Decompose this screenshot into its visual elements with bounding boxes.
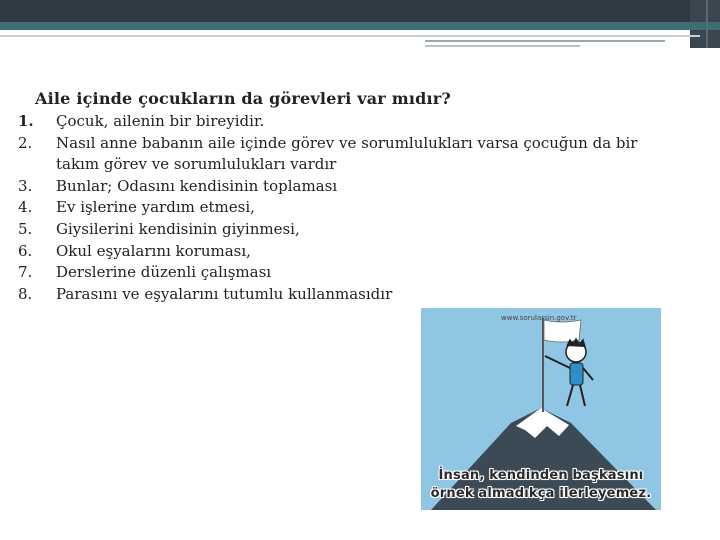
divider-line bbox=[0, 35, 700, 37]
list-number: 7. bbox=[18, 263, 33, 282]
accent-band bbox=[0, 22, 720, 30]
list-number: 8. bbox=[18, 284, 33, 303]
list-number: 5. bbox=[18, 219, 33, 238]
list-text: Giysilerini kendisinin giyinmesi, bbox=[56, 219, 300, 238]
figure-shirt bbox=[570, 363, 583, 385]
list-number: 6. bbox=[18, 241, 33, 260]
illustration bbox=[421, 308, 661, 510]
list-text: Nasıl anne babanın aile içinde görev ve sorumlulukları varsa çocuğun da bir takım görev ve sorumlulukları vardır bbox=[56, 133, 638, 174]
list-item bbox=[12, 111, 672, 133]
vertical-divider bbox=[706, 0, 708, 48]
divider-line bbox=[425, 40, 665, 42]
list-text: Çocuk, ailenin bir bireyidir. bbox=[56, 112, 265, 130]
list-number: 4. bbox=[18, 198, 33, 217]
top-bar bbox=[0, 0, 720, 22]
list-number: 2. bbox=[18, 133, 33, 152]
slide-title: Aile içinde çocukların da görevleri var mıdır? bbox=[35, 89, 451, 108]
image-url-text: www.sorularsin.gov.tr bbox=[501, 314, 577, 322]
duty-list bbox=[12, 111, 672, 305]
divider-line bbox=[425, 45, 580, 47]
list-text: Okul eşyalarını koruması, bbox=[56, 241, 251, 260]
list-number: 1. bbox=[18, 112, 34, 130]
list-item bbox=[12, 241, 672, 263]
list-item bbox=[12, 284, 672, 306]
list-item bbox=[12, 262, 672, 284]
list-number: 3. bbox=[18, 176, 33, 195]
list-item bbox=[12, 197, 672, 219]
list-text: Derslerine düzenli çalışması bbox=[56, 263, 272, 282]
list-item bbox=[12, 219, 672, 241]
image-caption-line: İnsan, kendinden başkasını bbox=[438, 468, 644, 483]
list-text: Bunlar; Odasını kendisinin toplaması bbox=[56, 176, 338, 195]
list-item bbox=[12, 133, 672, 176]
image-caption-line: örnek almadıkça ilerleyemez. bbox=[430, 486, 652, 501]
list-text: Parasını ve eşyalarını tutumlu kullanmasıdır bbox=[56, 284, 393, 303]
list-item bbox=[12, 176, 672, 198]
list-text: Ev işlerine yardım etmesi, bbox=[56, 198, 255, 217]
figure-hair bbox=[567, 339, 585, 347]
